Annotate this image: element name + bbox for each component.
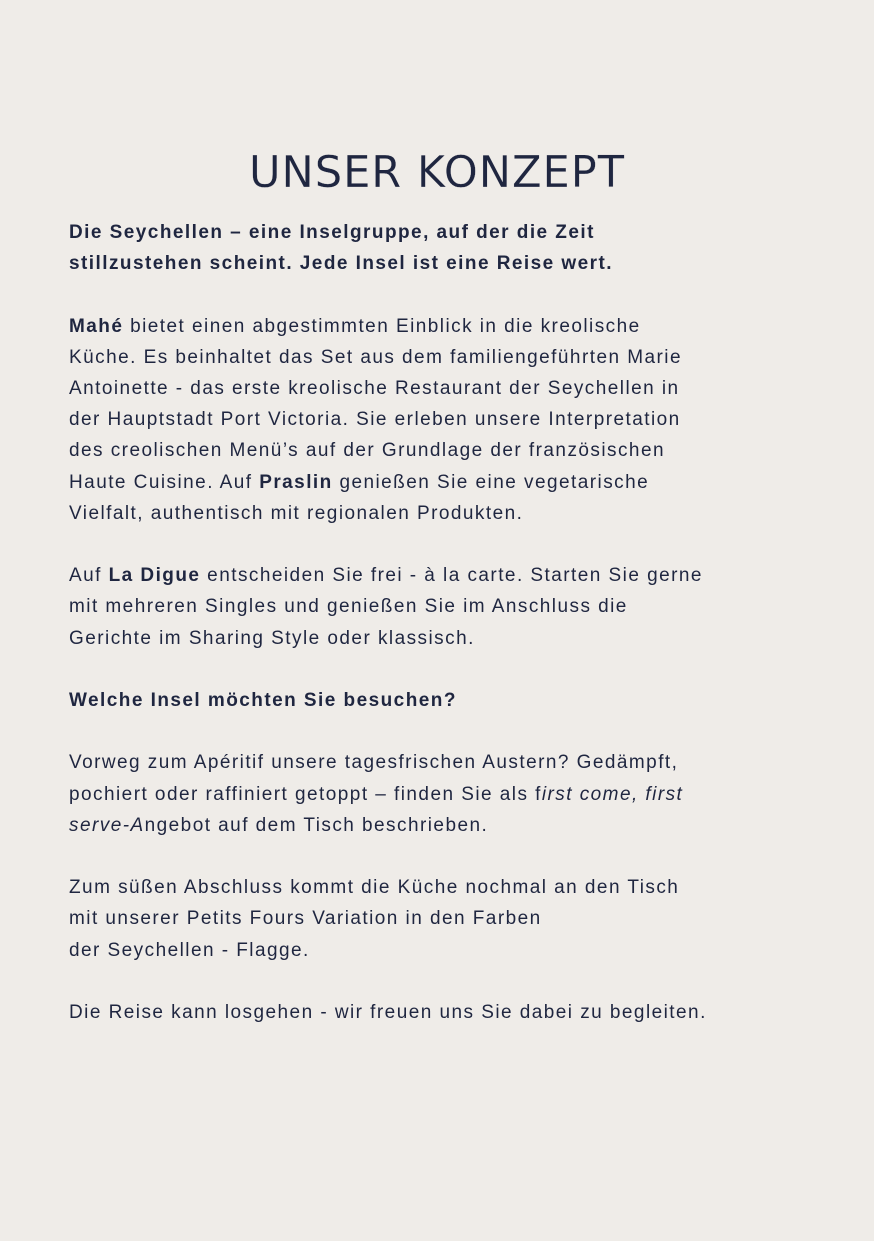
text-run: ngebot auf dem Tisch beschrieben. [144,814,489,836]
text-run: Vorweg zum Apéritif unsere tagesfrischen Austern? Gedämpft, [69,752,679,774]
text-line [69,903,829,934]
text-line [69,373,829,404]
text-line [69,591,829,622]
text-line [69,498,829,529]
paragraph [69,685,829,716]
text-run: Gerichte im Sharing Style oder klassisch. [69,627,475,649]
text-run: Die Reise kann losgehen - wir freuen uns Sie dabei zu begleiten. [69,1001,707,1023]
text-run: der Seychellen - Flagge. [69,939,310,961]
text-line [69,560,829,591]
paragraph [69,747,829,841]
text-line [69,435,829,466]
text-run: Vielfalt, authentisch mit regionalen Produkten. [69,502,524,524]
text-line [69,810,829,841]
text-line [69,467,829,498]
text-run: bietet einen abgestimmten Einblick in die kreolische [123,315,641,337]
text-line [69,935,829,966]
text-run: mit mehreren Singles und genießen Sie im Anschluss die [69,596,628,618]
text-line [69,747,829,778]
concept-text [69,217,829,1059]
text-line [69,404,829,435]
bold-text: Die Seychellen – eine Inselgruppe, auf der die Zeit [69,222,595,243]
text-line [69,779,829,810]
text-line [69,997,829,1028]
paragraph [69,997,829,1028]
bold-text: Welche Insel möchten Sie besuchen? [69,690,457,711]
bold-text: La Digue [108,565,201,587]
text-run: mit unserer Petits Fours Variation in den Farben [69,908,542,930]
paragraph [69,217,829,279]
text-line [69,311,829,342]
text-run: Haute Cuisine. Auf [69,471,260,493]
text-run: pochiert oder raffiniert getoppt – finden Sie als f [69,783,542,805]
text-line [69,623,829,654]
text-run: Zum süßen Abschluss kommt die Küche nochmal an den Tisch [69,877,680,899]
text-run: genießen Sie eine vegetarische [332,471,650,493]
text-line [69,248,829,279]
page-title: UNSER KONZEPT [248,147,626,199]
paragraph [69,560,829,654]
text-run: der Hauptstadt Port Victoria. Sie erleben unsere Interpretation [69,409,681,431]
text-line [69,217,829,248]
bold-text: stillzustehen scheint. Jede Insel ist eine Reise wert. [69,253,613,275]
italic-text: serve-A [69,814,145,836]
text-run: Auf [69,565,109,587]
italic-text: irst come, first [541,783,684,805]
text-line [69,872,829,903]
text-line [69,342,829,373]
text-run: Küche. Es beinhaltet das Set aus dem familiengeführten Marie [69,346,682,368]
paragraph [69,872,829,966]
text-run: entscheiden Sie frei - à la carte. Starten Sie gerne [200,565,703,587]
text-line [69,685,829,716]
text-run: Antoinette - das erste kreolische Restaurant der Seychellen in [69,378,680,399]
text-run: des creolischen Menü’s auf der Grundlage der französischen [69,440,665,462]
bold-text: Praslin [259,471,333,493]
paragraph [69,311,829,529]
bold-text: Mahé [69,315,124,337]
